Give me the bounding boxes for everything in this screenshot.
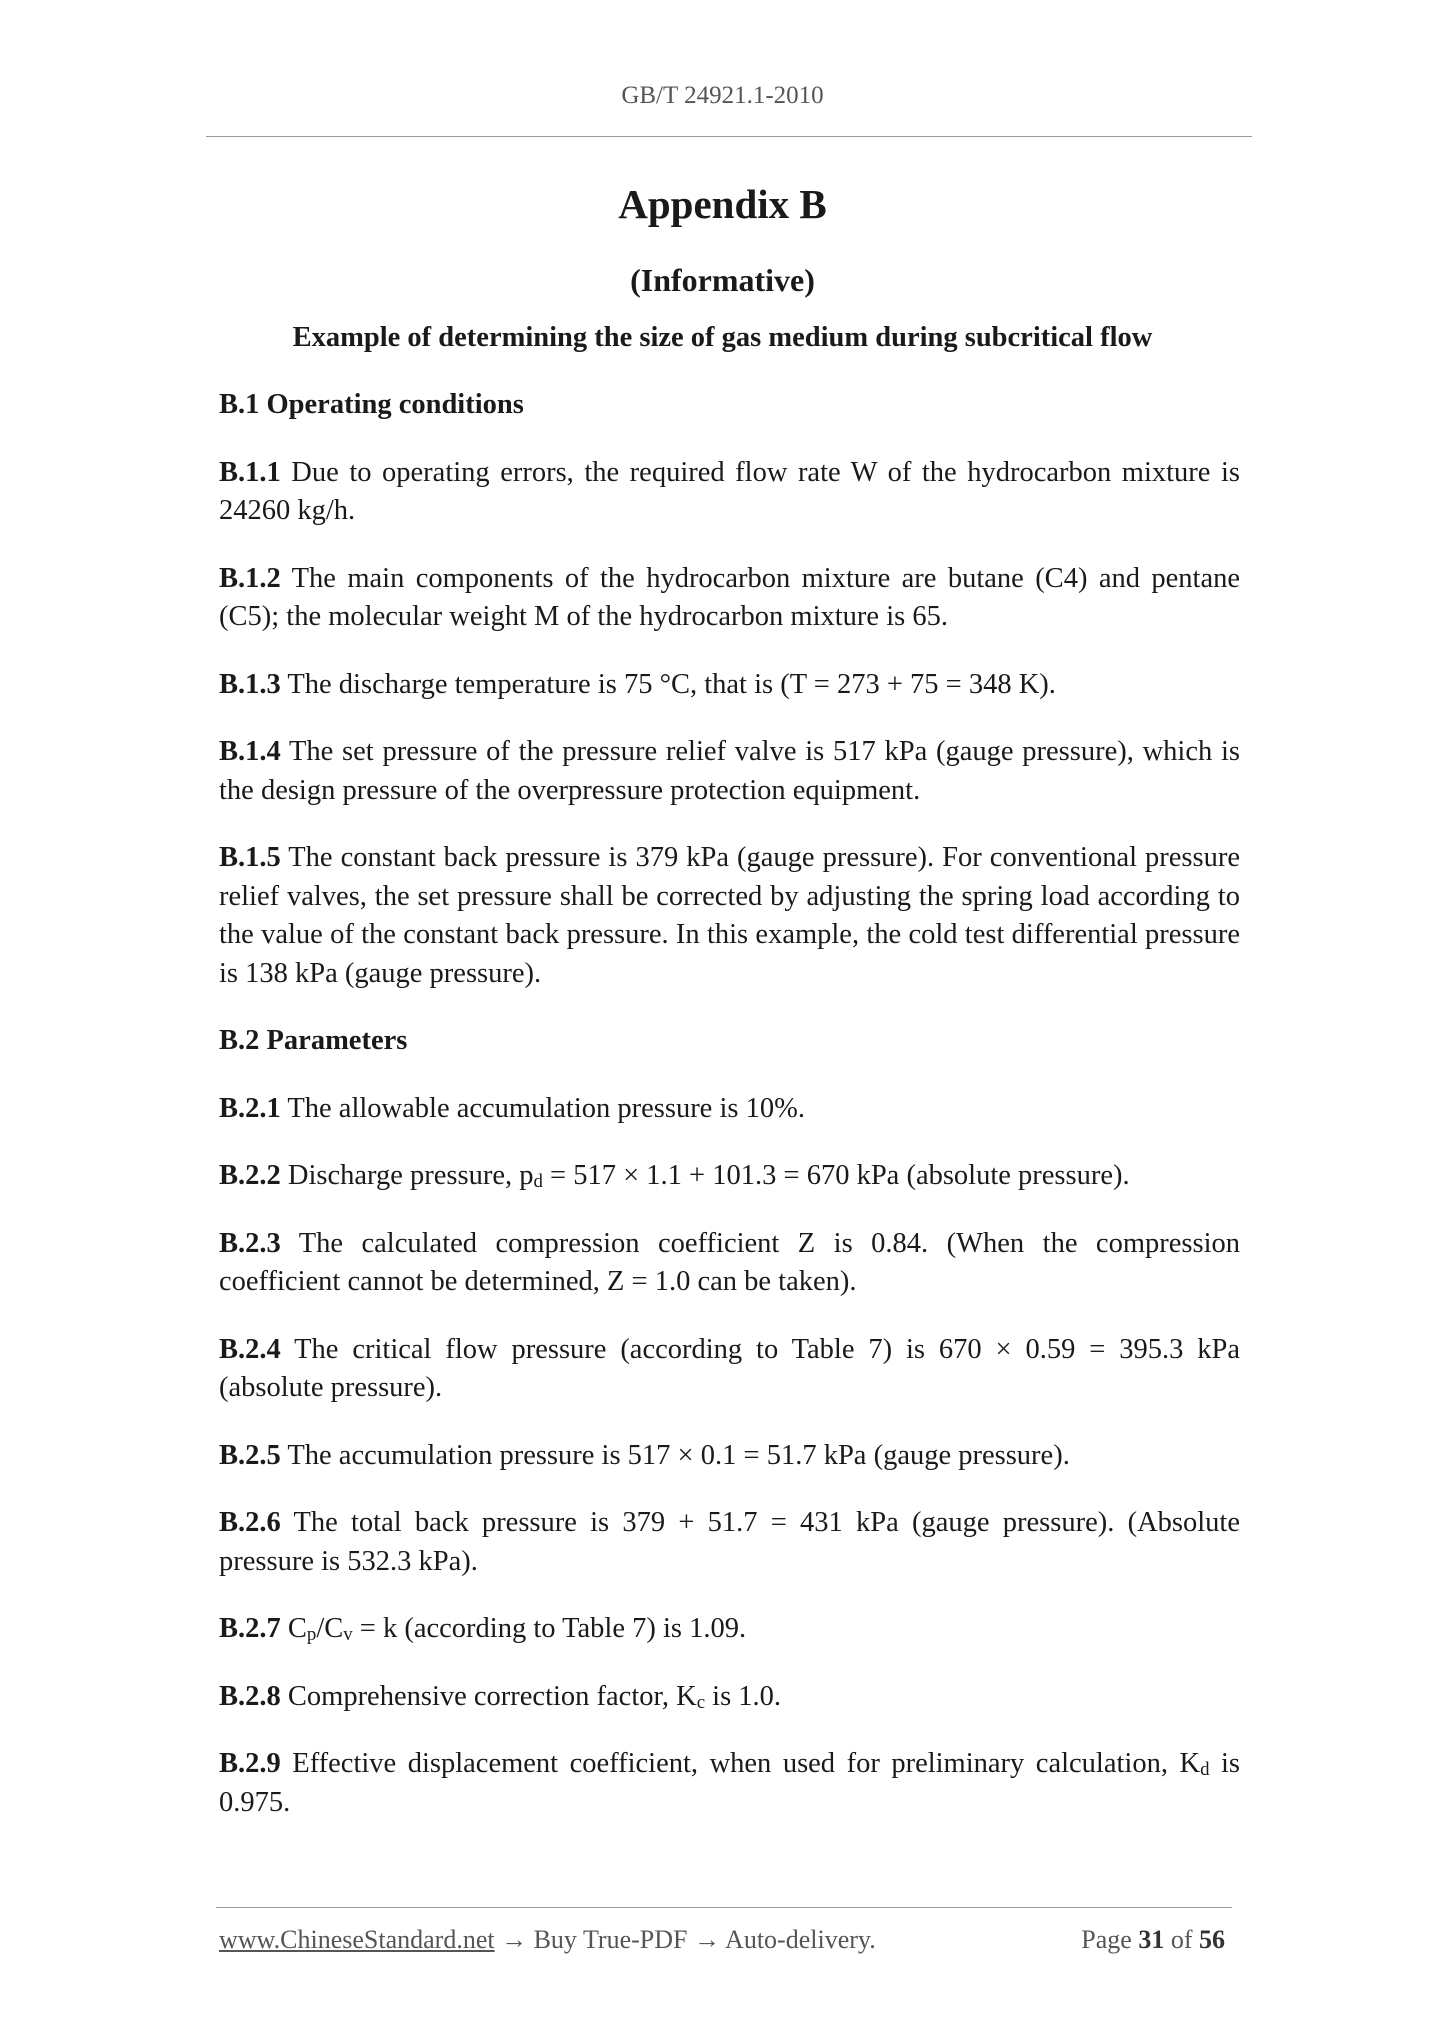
clause-b-2-8: [219, 1678, 1240, 1717]
footer-promo: [219, 1925, 876, 1955]
clause-number: B.2.4: [219, 1333, 281, 1365]
clause-number: B.2.8: [219, 1680, 281, 1712]
clause-text: Comprehensive correction factor, K: [280, 1680, 697, 1712]
clause-b-2-7: [219, 1610, 1240, 1649]
page-total: 56: [1199, 1925, 1225, 1954]
appendix-title: Appendix B: [618, 181, 827, 227]
document-body: [219, 386, 1240, 1851]
subscript: d: [533, 1170, 543, 1192]
clause-text: Effective displacement coefficient, when used for preliminary calculation, K: [280, 1748, 1201, 1779]
footer-divider: [216, 1907, 1232, 1908]
appendix-subtitle: (Informative): [630, 262, 815, 298]
subscript: p: [306, 1623, 317, 1645]
header-divider: [206, 136, 1252, 137]
clause-text: The total back pressure is 379 + 51.7 = 431 kPa (gauge pressure). (Absolute pressure is 532.3 kPa).: [219, 1507, 1240, 1577]
clause-number: B.2.7: [219, 1613, 281, 1644]
clause-number: B.2.5: [219, 1439, 281, 1471]
clause-text: Discharge pressure, p: [280, 1160, 534, 1191]
promo-text: → Buy True-PDF → Auto-delivery.: [494, 1925, 876, 1954]
clause-b-1-3: [219, 666, 1240, 705]
clause-number: B.2.6: [219, 1507, 281, 1538]
page-indicator: [1081, 1925, 1225, 1955]
clause-b-2-9: [219, 1745, 1240, 1822]
subscript: d: [1200, 1758, 1210, 1780]
clause-text: The constant back pressure is 379 kPa (gauge pressure). For conventional pressure relief valves, the set pressure shall be corrected by adjusting the spring load according to the value of the constant back pressure. In this example, the cold test differential pressure is 138 kPa (gauge pressure).: [219, 842, 1240, 989]
clause-b-2-6: [219, 1504, 1240, 1581]
clause-b-2-4: [219, 1331, 1240, 1408]
clause-number: B.2.1: [219, 1092, 281, 1124]
clause-text: /C: [316, 1613, 344, 1644]
clause-b-2-3: [219, 1225, 1240, 1302]
clause-text: The set pressure of the pressure relief valve is 517 kPa (gauge pressure), which is the design pressure of the overpressure protection equipment.: [219, 736, 1240, 806]
clause-number: B.1.4: [219, 736, 281, 767]
section-heading-b2: B.2 Parameters: [219, 1025, 408, 1056]
clause-number: B.1.2: [219, 562, 281, 594]
clause-b-1-2: [219, 560, 1240, 637]
clause-text: The discharge temperature is 75 °C, that is (T = 273 + 75 = 348 K).: [280, 668, 1056, 700]
clause-number: B.2.9: [219, 1748, 281, 1779]
clause-text: = 517 × 1.1 + 101.3 = 670 kPa (absolute pressure).: [542, 1160, 1130, 1191]
clause-number: B.2.2: [219, 1160, 281, 1191]
site-link[interactable]: www.ChineseStandard.net: [219, 1925, 495, 1954]
clause-b-2-2: [219, 1157, 1240, 1196]
page-label: Page: [1081, 1925, 1139, 1954]
clause-text: C: [280, 1613, 307, 1644]
subscript: c: [696, 1691, 706, 1713]
clause-text: The main components of the hydrocarbon mixture are butane (C4) and pentane (C5); the molecular weight M of the hydrocarbon mixture is 65.: [219, 562, 1240, 632]
clause-text: is 0.975.: [219, 1748, 1240, 1818]
subscript: v: [343, 1623, 353, 1645]
clause-text: The allowable accumulation pressure is 10%.: [280, 1092, 805, 1124]
document-header: GB/T 24921.1-2010: [621, 82, 824, 109]
clause-text: Due to operating errors, the required flow rate W of the hydrocarbon mixture is 24260 kg/h.: [219, 456, 1240, 526]
clause-number: B.1.3: [219, 668, 281, 700]
clause-number: B.2.3: [219, 1227, 281, 1259]
clause-text: = k (according to Table 7) is 1.09.: [352, 1613, 747, 1644]
clause-b-2-1: [219, 1090, 1240, 1129]
page-current: 31: [1138, 1925, 1165, 1954]
clause-text: The critical flow pressure (according to Table 7) is 670 × 0.59 = 395.3 kPa (absolute pressure).: [219, 1333, 1240, 1403]
clause-text: The accumulation pressure is 517 × 0.1 = 51.7 kPa (gauge pressure).: [280, 1439, 1070, 1471]
clause-b-1-5: [219, 839, 1240, 993]
section-heading-b1: B.1 Operating conditions: [219, 389, 524, 420]
clause-text: is 1.0.: [705, 1680, 782, 1712]
clause-text: The calculated compression coefficient Z is 0.84. (When the compression coefficient cannot be determined, Z = 1.0 can be taken).: [219, 1227, 1240, 1297]
appendix-caption: Example of determining the size of gas medium during subcritical flow: [292, 322, 1153, 353]
clause-b-1-4: [219, 733, 1240, 810]
page-of-label: of: [1164, 1925, 1199, 1954]
clause-number: B.1.1: [219, 456, 281, 488]
clause-b-2-5: [219, 1437, 1240, 1476]
clause-b-1-1: [219, 454, 1240, 531]
clause-number: B.1.5: [219, 842, 281, 873]
